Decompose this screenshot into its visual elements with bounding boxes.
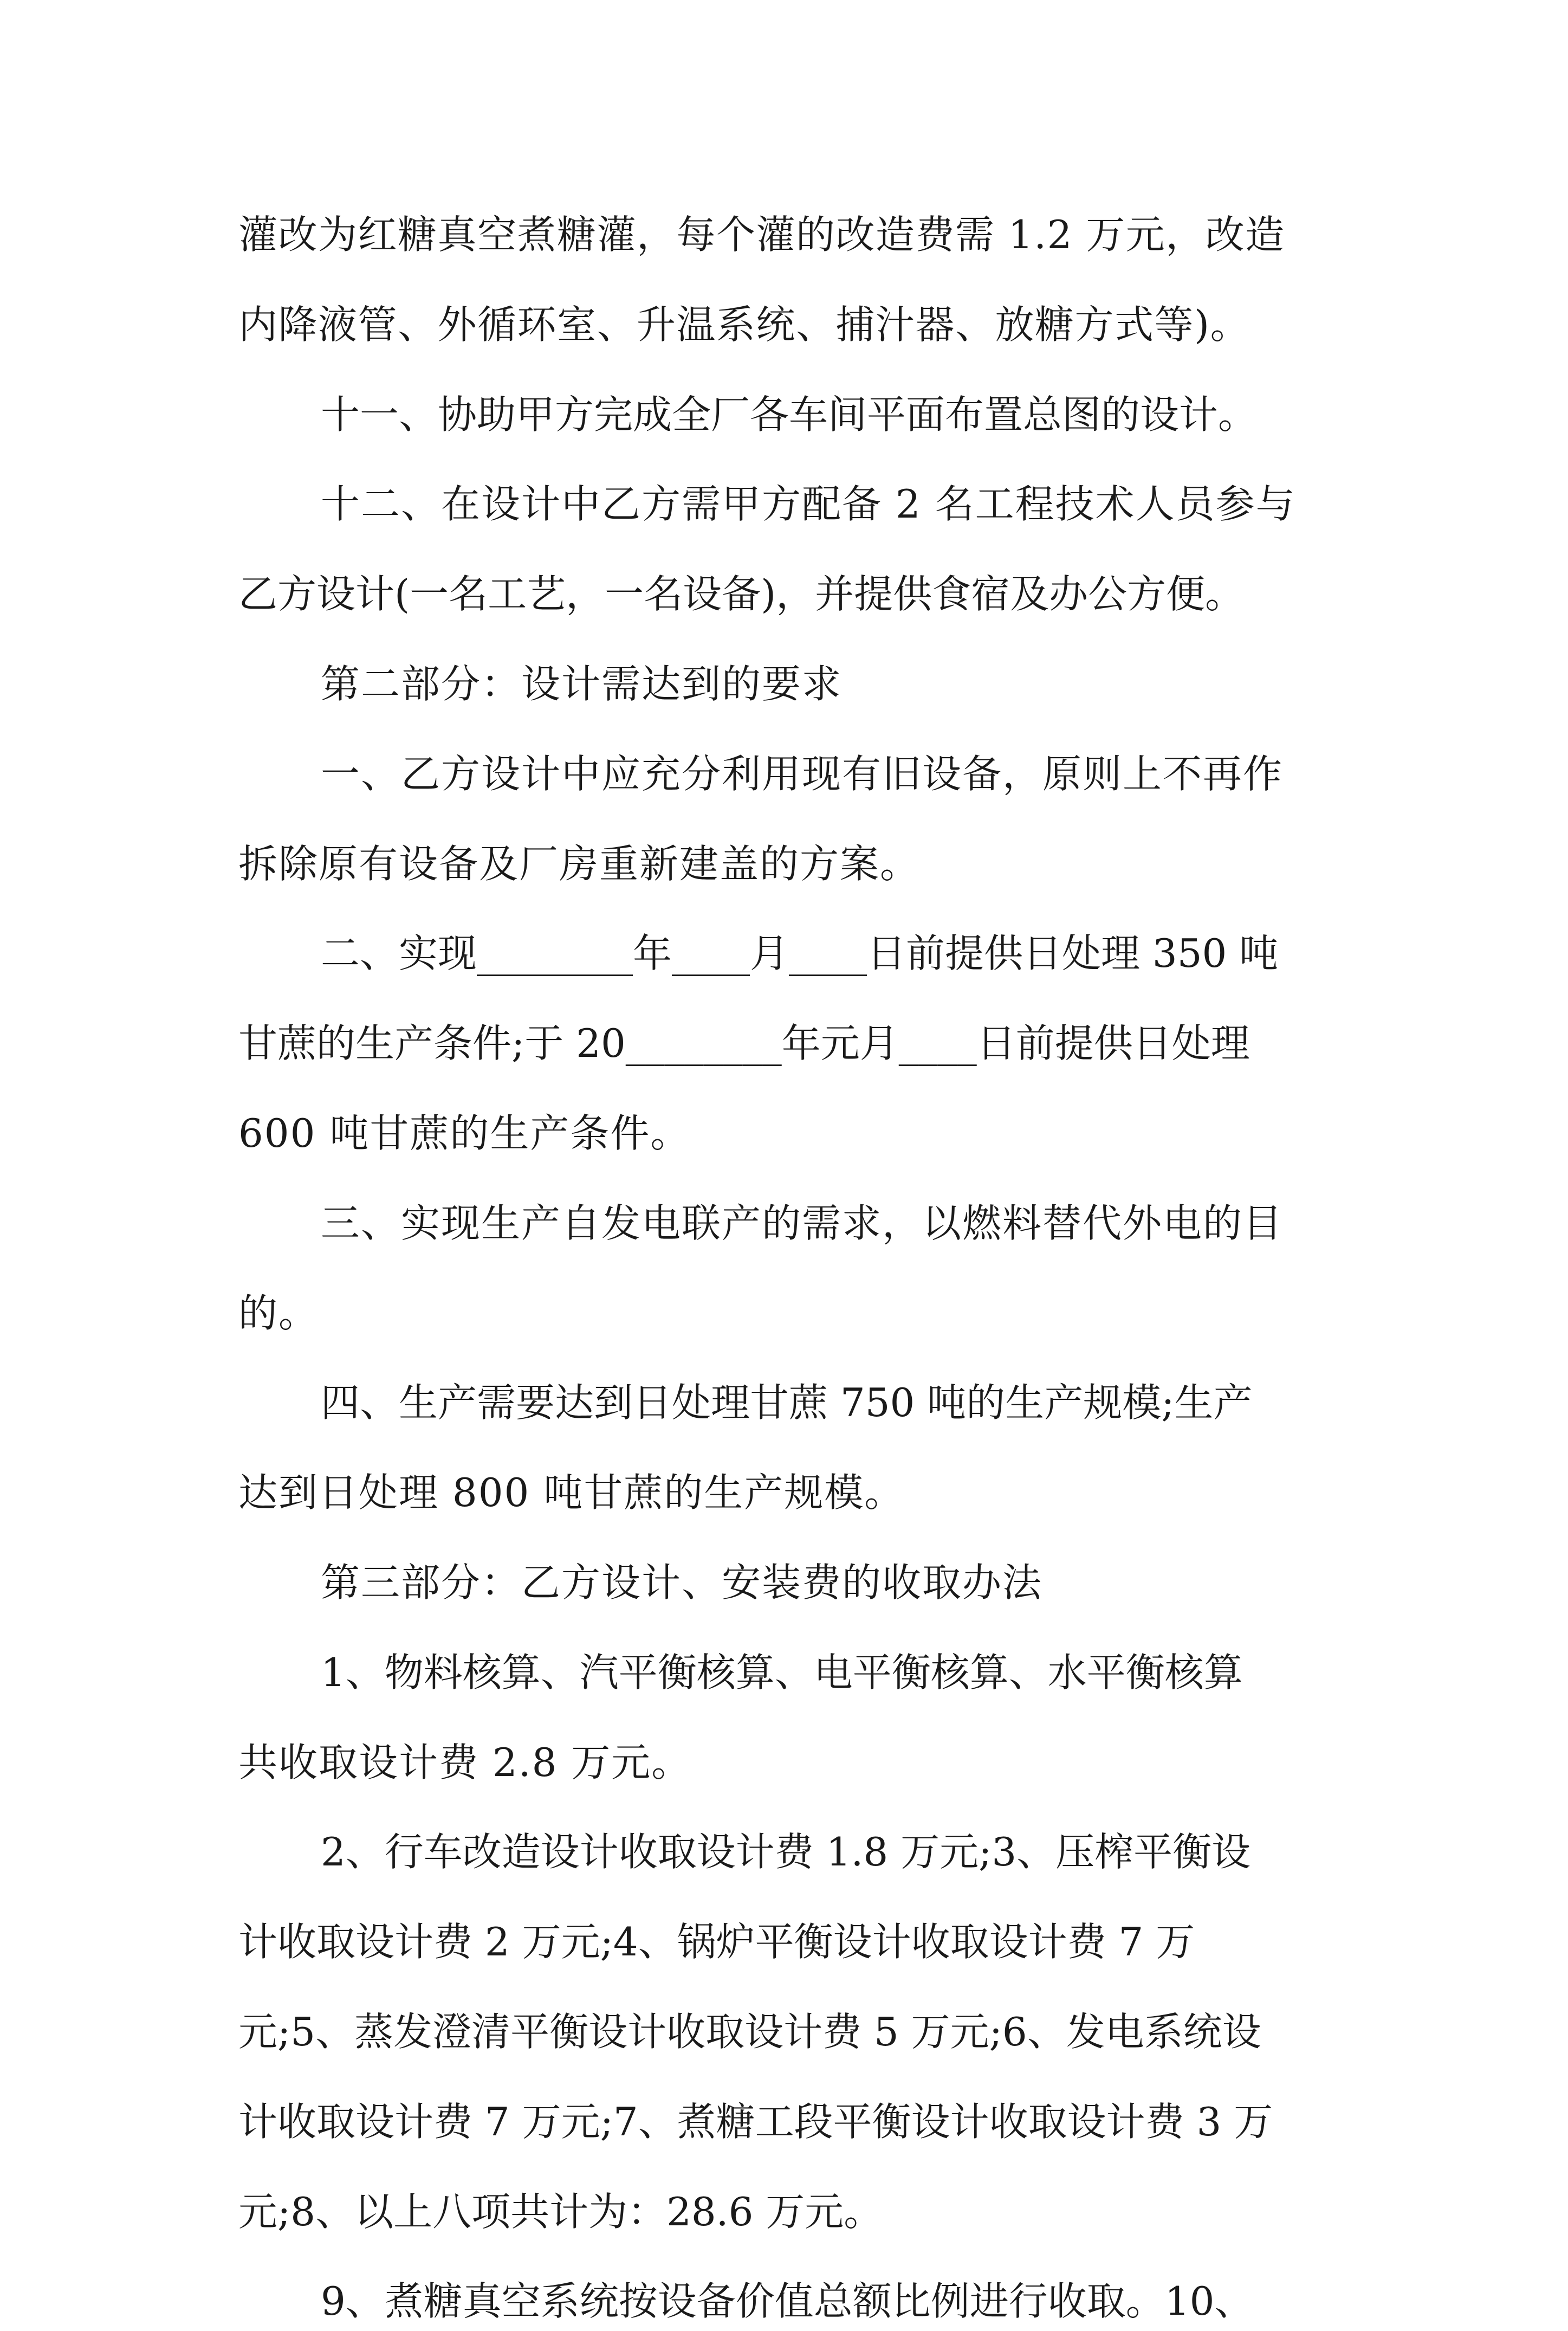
text-line: 甘蔗的生产条件;于 20________年元月____日前提供日处理 bbox=[238, 1021, 1250, 1067]
text-line: 十二、在设计中乙方需甲方配备 2 名工程技术人员参与 bbox=[321, 481, 1296, 527]
text-line: 内降液管、外循环室、升温系统、捕汁器、放糖方式等)。 bbox=[238, 301, 1250, 347]
text-line: 元;8、以上八项共计为：28.6 万元。 bbox=[238, 2188, 883, 2235]
text-line: 灌改为红糖真空煮糖灌，每个灌的改造费需 1.2 万元，改造 bbox=[238, 212, 1285, 257]
text-line: 2、行车改造设计收取设计费 1.8 万元;3、压榨平衡设 bbox=[321, 1829, 1251, 1875]
text-line: 达到日处理 800 吨甘蔗的生产规模。 bbox=[238, 1470, 905, 1516]
text-line: 十一、协助甲方完成全厂各车间平面布置总图的设计。 bbox=[321, 391, 1258, 437]
text-line: 的。 bbox=[238, 1290, 319, 1336]
text-line: 9、煮糖真空系统按设备价值总额比例进行收取。10、 bbox=[321, 2278, 1254, 2324]
text-line: 三、实现生产自发电联产的需求，以燃料替代外电的目 bbox=[321, 1200, 1284, 1246]
text-line: 计收取设计费 2 万元;4、锅炉平衡设计收取设计费 7 万 bbox=[238, 1919, 1195, 1965]
text-line: 共收取设计费 2.8 万元。 bbox=[238, 1739, 692, 1785]
text-line: 乙方设计(一名工艺，一名设备)，并提供食宿及办公方便。 bbox=[238, 571, 1245, 617]
text-line: 二、实现________年____月____日前提供日处理 350 吨 bbox=[321, 931, 1279, 977]
text-line: 拆除原有设备及厂房重新建盖的方案。 bbox=[238, 841, 921, 887]
text-line: 计收取设计费 7 万元;7、煮糖工段平衡设计收取设计费 3 万 bbox=[238, 2098, 1273, 2145]
text-line: 一、乙方设计中应充分利用现有旧设备，原则上不再作 bbox=[321, 751, 1284, 797]
text-line: 1、物料核算、汽平衡核算、电平衡核算、水平衡核算 bbox=[321, 1649, 1243, 1695]
text-line: 四、生产需要达到日处理甘蔗 750 吨的生产规模;生产 bbox=[321, 1380, 1253, 1426]
text-line: 第三部分：乙方设计、安装费的收取办法 bbox=[321, 1560, 1043, 1605]
text-line: 600 吨甘蔗的生产条件。 bbox=[238, 1110, 691, 1156]
text-line: 第二部分：设计需达到的要求 bbox=[321, 661, 843, 707]
text-line: 元;5、蒸发澄清平衡设计收取设计费 5 万元;6、发电系统设 bbox=[238, 2009, 1261, 2055]
